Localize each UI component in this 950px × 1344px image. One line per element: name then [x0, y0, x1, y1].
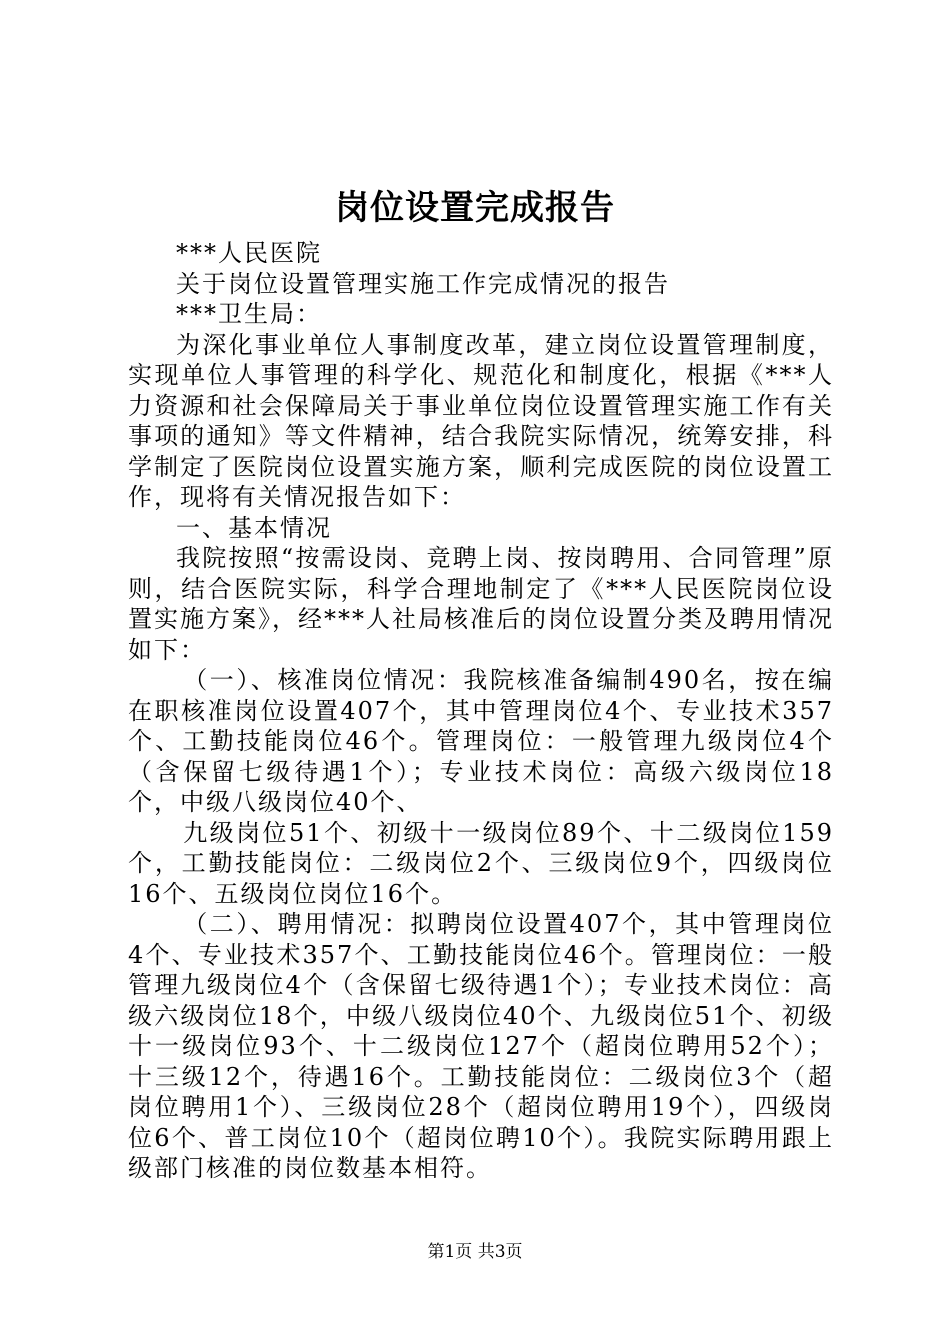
document-title: 岗位设置完成报告 [335, 188, 615, 228]
approved-positions-continued: 九级岗位51个、初级十一级岗位89个、十二级岗位159个，工勤技能岗位：二级岗位2个、三级岗位9个，四级岗位16个、五级岗位岗位16个。 [128, 818, 834, 908]
hiring-situation-paragraph: （二）、聘用情况：拟聘岗位设置407个，其中管理岗位4个、专业技术357个、工勤技能岗位46个。管理岗位：一般管理九级岗位4个（含保留七级待遇1个）；专业技术岗位：高级六级岗位18个，中级八级岗位40个、九级岗位51个、初级十一级岗位93个、十二级岗位127个（超岗位聘用52个）；十三级12个，待遇16个。工勤技能岗位：二级岗位3个（超岗位聘用1个）、三级岗位28个（超岗位聘用19个），四级岗位6个、普工岗位10个（超岗位聘10个）。我院实际聘用跟上级部门核准的岗位数基本相符。 [128, 910, 834, 1182]
basic-situation-paragraph: 我院按照“按需设岗、竞聘上岗、按岗聘用、合同管理”原则，结合医院实际，科学合理地制定了《***人民医院岗位设置实施方案》，经***人社局核准后的岗位设置分类及聘用情况如下： [128, 544, 834, 664]
report-subject: 关于岗位设置管理实施工作完成情况的报告 [176, 269, 670, 298]
approved-positions-paragraph: （一）、核准岗位情况：我院核准备编制490名，按在编在职核准岗位设置407个，其中管理岗位4个、专业技术357个、工勤技能岗位46个。管理岗位：一般管理九级岗位4个（含保留七级待遇1个）；专业技术岗位：高级六级岗位18个，中级八级岗位40个、 [128, 666, 834, 816]
section-heading-basic: 一、基本情况 [176, 513, 332, 542]
page-footer: 第1页 共3页 [427, 1242, 523, 1262]
intro-paragraph: 为深化事业单位人事制度改革，建立岗位设置管理制度，实现单位人事管理的科学化、规范化和制度化，根据《***人力资源和社会保障局关于事业单位岗位设置管理实施工作有关事项的通知》等文件精神，结合我院实际情况，统筹安排，科学制定了医院岗位设置实施方案，顺利完成医院的岗位设置工作，现将有关情况报告如下： [128, 330, 834, 511]
hospital-name: ***人民医院 [176, 239, 322, 267]
recipient-line: ***卫生局： [176, 300, 322, 328]
document-body [128, 238, 834, 1184]
